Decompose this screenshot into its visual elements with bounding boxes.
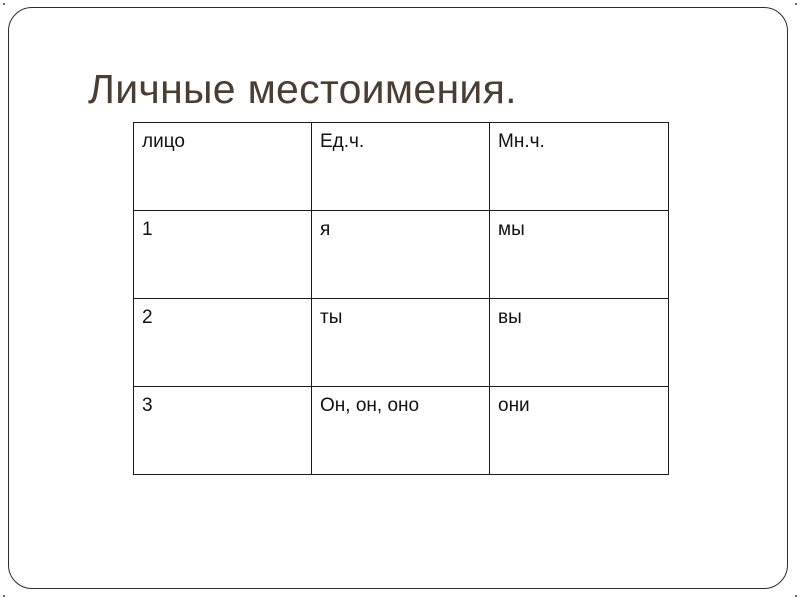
- header-cell-person: лицо: [134, 123, 312, 211]
- cell-person: 1: [134, 211, 312, 299]
- pronoun-table: [133, 122, 669, 475]
- corner-mark-bottom-right: [795, 595, 797, 597]
- cell-plural: вы: [490, 299, 669, 387]
- header-cell-singular: Ед.ч.: [312, 123, 490, 211]
- corner-mark-top-right: [795, 3, 797, 5]
- corner-mark-top-left: [3, 3, 5, 5]
- table-row: [134, 387, 669, 475]
- table-header-row: [134, 123, 669, 211]
- cell-singular: ты: [312, 299, 490, 387]
- header-cell-plural: Мн.ч.: [490, 123, 669, 211]
- cell-person: 3: [134, 387, 312, 475]
- corner-mark-bottom-left: [3, 595, 5, 597]
- slide-title: Личные местоимения.: [88, 66, 517, 112]
- cell-plural: мы: [490, 211, 669, 299]
- cell-singular: я: [312, 211, 490, 299]
- table-row: [134, 211, 669, 299]
- table-row: [134, 299, 669, 387]
- cell-singular: Он, он, оно: [312, 387, 490, 475]
- cell-person: 2: [134, 299, 312, 387]
- cell-plural: они: [490, 387, 669, 475]
